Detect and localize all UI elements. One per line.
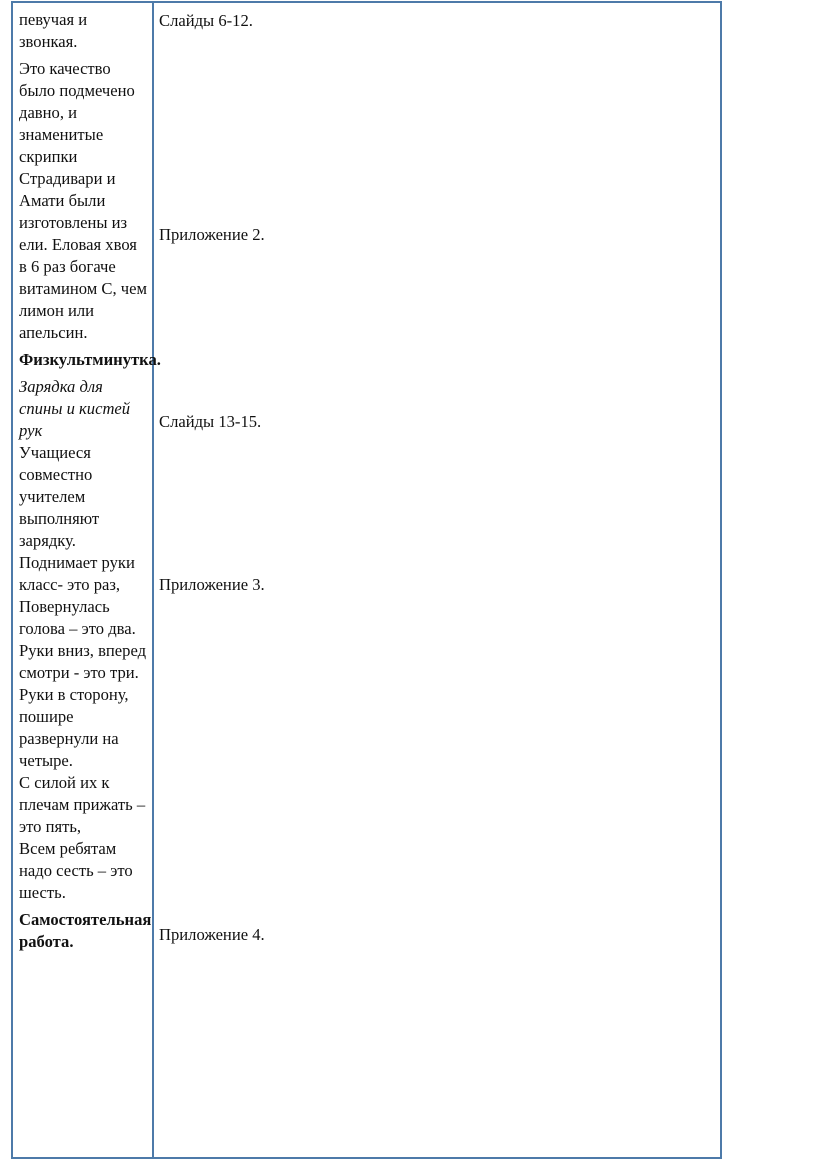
exercise-line-1: Учащиеся совместно учителем выполняют зарядку.: [19, 443, 100, 550]
lesson-table: [11, 1, 722, 1159]
exercise-line-3: Повернулась голова – это два.: [19, 597, 136, 638]
right-item-slides-13-15: Слайды 13-15.: [159, 412, 262, 431]
heading-physical-break: Физкультминутка.: [19, 350, 161, 369]
right-item-appendix-3: Приложение 3.: [159, 575, 265, 594]
exercise-line-4: Руки вниз, вперед смотри - это три.: [19, 641, 147, 682]
paragraph-1: певучая и звонкая.: [19, 10, 88, 51]
paragraph-2: Это качество было подмечено давно, и знаменитые скрипки Страдивари и Амати были изготовлены из ели. Еловая хвоя в 6 раз богаче витамином С, чем лимон или апельсин.: [19, 59, 148, 342]
heading-independent-work: Самостоятельная работа.: [19, 910, 152, 951]
exercise-line-6: С силой их к плечам прижать – это пять,: [19, 773, 146, 836]
column-divider: [152, 3, 154, 1157]
exercise-line-5: Руки в сторону, пошире развернули на четыре.: [19, 685, 129, 770]
left-column: [19, 9, 161, 953]
right-item-slides-6-12: Слайды 6-12.: [159, 11, 253, 30]
right-item-appendix-2: Приложение 2.: [159, 225, 265, 244]
subheading-exercise: Зарядка для спины и кистей рук: [19, 377, 131, 440]
right-item-appendix-4: Приложение 4.: [159, 925, 265, 944]
exercise-line-2: Поднимает руки класс- это раз,: [19, 553, 135, 594]
exercise-line-7: Всем ребятам надо сесть – это шесть.: [19, 839, 133, 902]
